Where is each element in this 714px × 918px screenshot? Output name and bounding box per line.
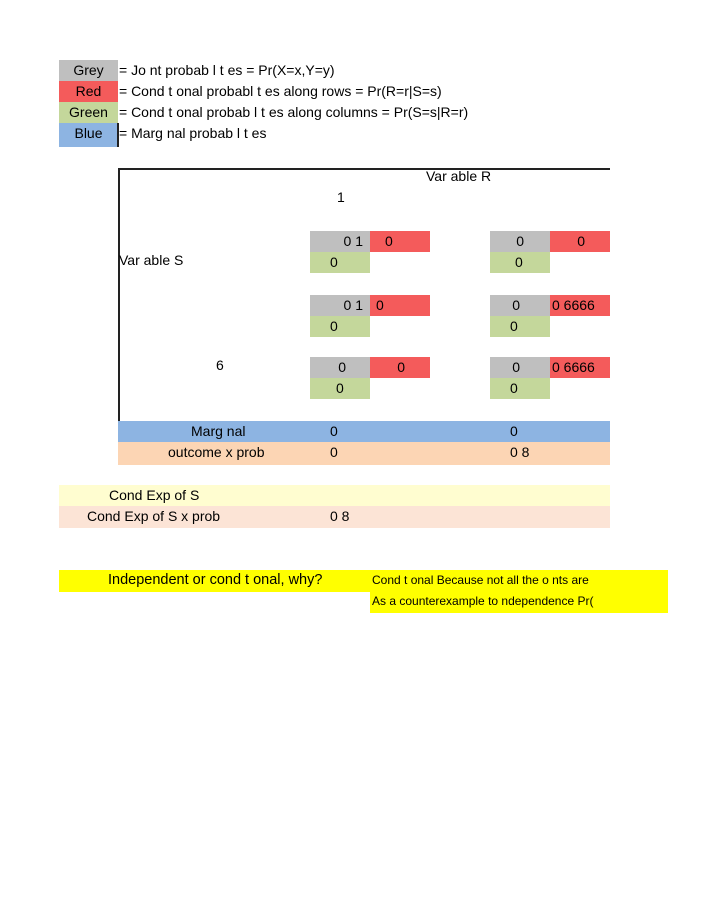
cond-exp-prob-value: 0 8 <box>330 508 350 524</box>
row-cond-prob-cell: 0 <box>550 231 610 252</box>
marginal-label: Marg nal <box>191 423 246 439</box>
table-top-border <box>118 168 610 170</box>
cond-exp-label: Cond Exp of S <box>109 487 200 503</box>
row-cond-prob-cell: 0 <box>370 357 430 378</box>
legend-desc-green: = Cond t onal probab l t es along columns = Pr(S=s|R=r) <box>119 104 469 120</box>
variable-s-label: Var able S <box>119 252 184 268</box>
question-row <box>59 570 370 592</box>
marginal-value: 0 <box>510 423 518 439</box>
cond-exp-prob-label: Cond Exp of S x prob <box>87 508 221 524</box>
row-cond-prob-cell: 0 <box>370 231 430 252</box>
legend-desc-blue: = Marg nal probab l t es <box>119 125 267 141</box>
outcome-value: 0 8 <box>510 444 530 460</box>
legend-desc-red: = Cond t onal probabl t es along rows = Pr(R=r|S=s) <box>119 83 442 99</box>
table-left-border <box>118 168 120 444</box>
col-cond-prob-cell: 0 <box>490 252 550 273</box>
outcome-row <box>118 442 610 465</box>
joint-prob-cell: 0 <box>310 357 370 378</box>
marginal-value: 0 <box>330 423 338 439</box>
col-cond-prob-cell: 0 <box>310 316 370 337</box>
legend-swatch-blue: Blue <box>59 123 118 147</box>
joint-prob-cell: 0 <box>490 295 550 316</box>
answer-line: As a counterexample to ndependence Pr( <box>372 594 594 608</box>
r-value-header: 1 <box>337 189 345 205</box>
legend-desc-grey: = Jo nt probab l t es = Pr(X=x,Y=y) <box>119 62 335 78</box>
answer-box <box>370 570 668 613</box>
joint-prob-cell: 0 1 <box>310 231 370 252</box>
col-cond-prob-cell: 0 <box>490 378 550 399</box>
marginal-row <box>118 421 610 442</box>
legend-swatch-red: Red <box>59 81 118 102</box>
joint-prob-cell: 0 <box>490 231 550 252</box>
s-value-label: 6 <box>216 357 224 373</box>
variable-r-label: Var able R <box>426 168 492 184</box>
joint-prob-cell: 0 1 <box>310 295 370 316</box>
col-cond-prob-cell: 0 <box>310 378 370 399</box>
col-cond-prob-cell: 0 <box>310 252 370 273</box>
row-cond-prob-cell: 0 <box>370 295 430 316</box>
legend-swatch-green: Green <box>59 102 118 123</box>
legend-swatch-grey: Grey <box>59 60 118 81</box>
row-cond-prob-cell: 0 6666 <box>550 295 610 316</box>
cond-exp-row <box>59 485 610 506</box>
col-cond-prob-cell: 0 <box>490 316 550 337</box>
legend-divider <box>117 123 119 147</box>
answer-line: Cond t onal Because not all the o nts are <box>372 573 589 587</box>
row-cond-prob-cell: 0 6666 <box>550 357 610 378</box>
outcome-label: outcome x prob <box>168 444 265 460</box>
question-label: Independent or cond t onal, why? <box>108 572 323 588</box>
cond-exp-prob-row <box>59 506 610 528</box>
outcome-value: 0 <box>330 444 338 460</box>
joint-prob-cell: 0 <box>490 357 550 378</box>
